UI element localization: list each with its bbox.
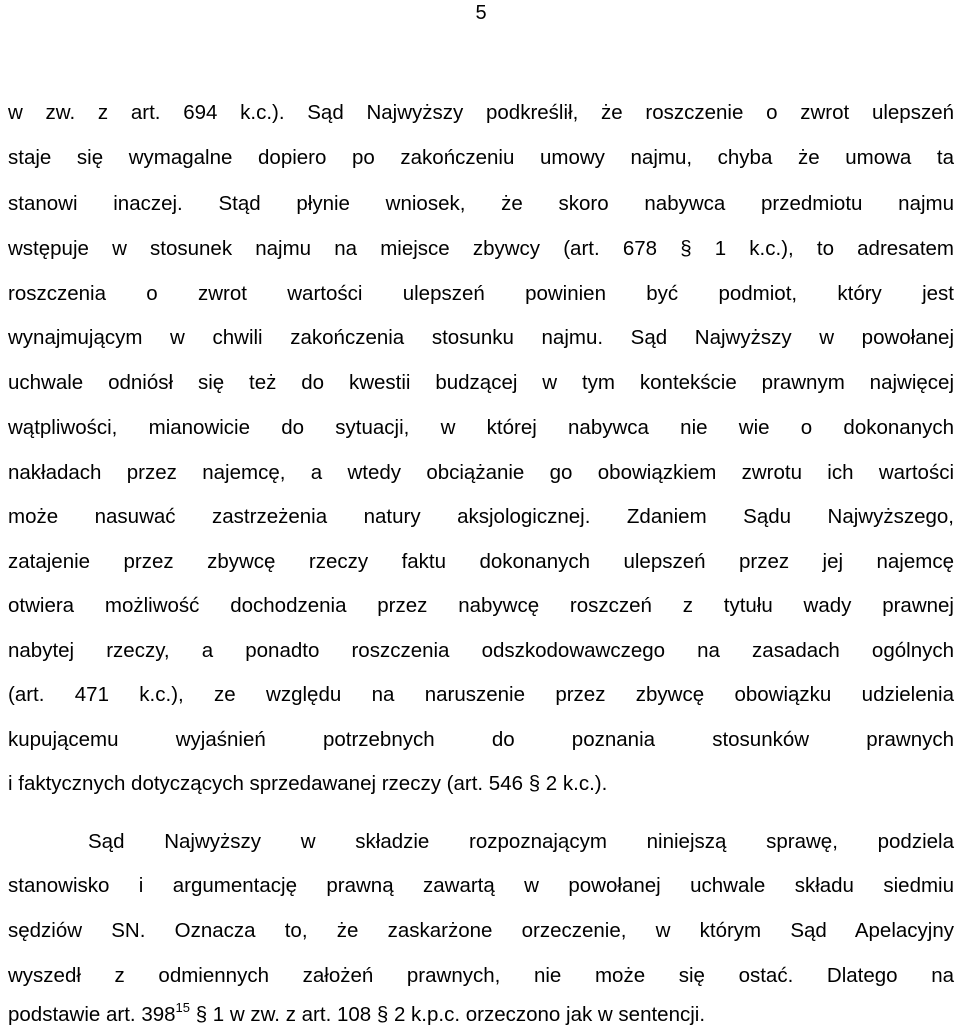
text-line: stanowisko i argumentację prawną zawartą w powołanej uchwale składu siedmiu: [8, 874, 954, 897]
text-line: roszczenia o zwrot wartości ulepszeń powinien być podmiot, który jest: [8, 282, 954, 305]
text-line: wątpliwości, mianowicie do sytuacji, w której nabywca nie wie o dokonanych: [8, 416, 954, 439]
text-line: otwiera możliwość dochodzenia przez nabywcę roszczeń z tytułu wady prawnej: [8, 594, 954, 617]
text-line: Sąd Najwyższy w składzie rozpoznającym niniejszą sprawę, podziela: [88, 830, 954, 853]
text-line-last: [8, 1000, 954, 1027]
text-line: i faktycznych dotyczących sprzedawanej rzeczy (art. 546 § 2 k.c.).: [8, 772, 608, 795]
text-line: wstępuje w stosunek najmu na miejsce zbywcy (art. 678 § 1 k.c.), to adresatem: [8, 237, 954, 260]
text-line: stanowi inaczej. Stąd płynie wniosek, że skoro nabywca przedmiotu najmu: [8, 192, 954, 215]
text-line: nabytej rzeczy, a ponadto roszczenia odszkodowawczego na zasadach ogólnych: [8, 639, 954, 662]
text-line: wyszedł z odmiennych założeń prawnych, nie może się ostać. Dlatego na: [8, 964, 954, 987]
text-line: sędziów SN. Oznacza to, że zaskarżone orzeczenie, w którym Sąd Apelacyjny: [8, 919, 954, 942]
page-number: 5: [475, 2, 487, 24]
text-segment: § 1 w zw. z art. 108 § 2 k.p.c. orzeczono jak w sentencji.: [190, 1003, 706, 1026]
text-line: może nasuwać zastrzeżenia natury aksjologicznej. Zdaniem Sądu Najwyższego,: [8, 505, 954, 528]
text-line: staje się wymagalne dopiero po zakończeniu umowy najmu, chyba że umowa ta: [8, 146, 954, 169]
text-segment: podstawie art. 398: [8, 1003, 176, 1026]
text-line: zatajenie przez zbywcę rzeczy faktu dokonanych ulepszeń przez jej najemcę: [8, 550, 954, 573]
text-line: kupującemu wyjaśnień potrzebnych do poznania stosunków prawnych: [8, 728, 954, 751]
text-line: (art. 471 k.c.), ze względu na naruszenie przez zbywcę obowiązku udzielenia: [8, 683, 954, 706]
text-line: nakładach przez najemcę, a wtedy obciążanie go obowiązkiem zwrotu ich wartości: [8, 461, 954, 484]
text-line: w zw. z art. 694 k.c.). Sąd Najwyższy podkreślił, że roszczenie o zwrot ulepszeń: [8, 101, 954, 124]
text-line: uchwale odniósł się też do kwestii budzącej w tym kontekście prawnym najwięcej: [8, 371, 954, 394]
superscript: 15: [175, 1000, 190, 1015]
text-line: wynajmującym w chwili zakończenia stosunku najmu. Sąd Najwyższy w powołanej: [8, 326, 954, 349]
